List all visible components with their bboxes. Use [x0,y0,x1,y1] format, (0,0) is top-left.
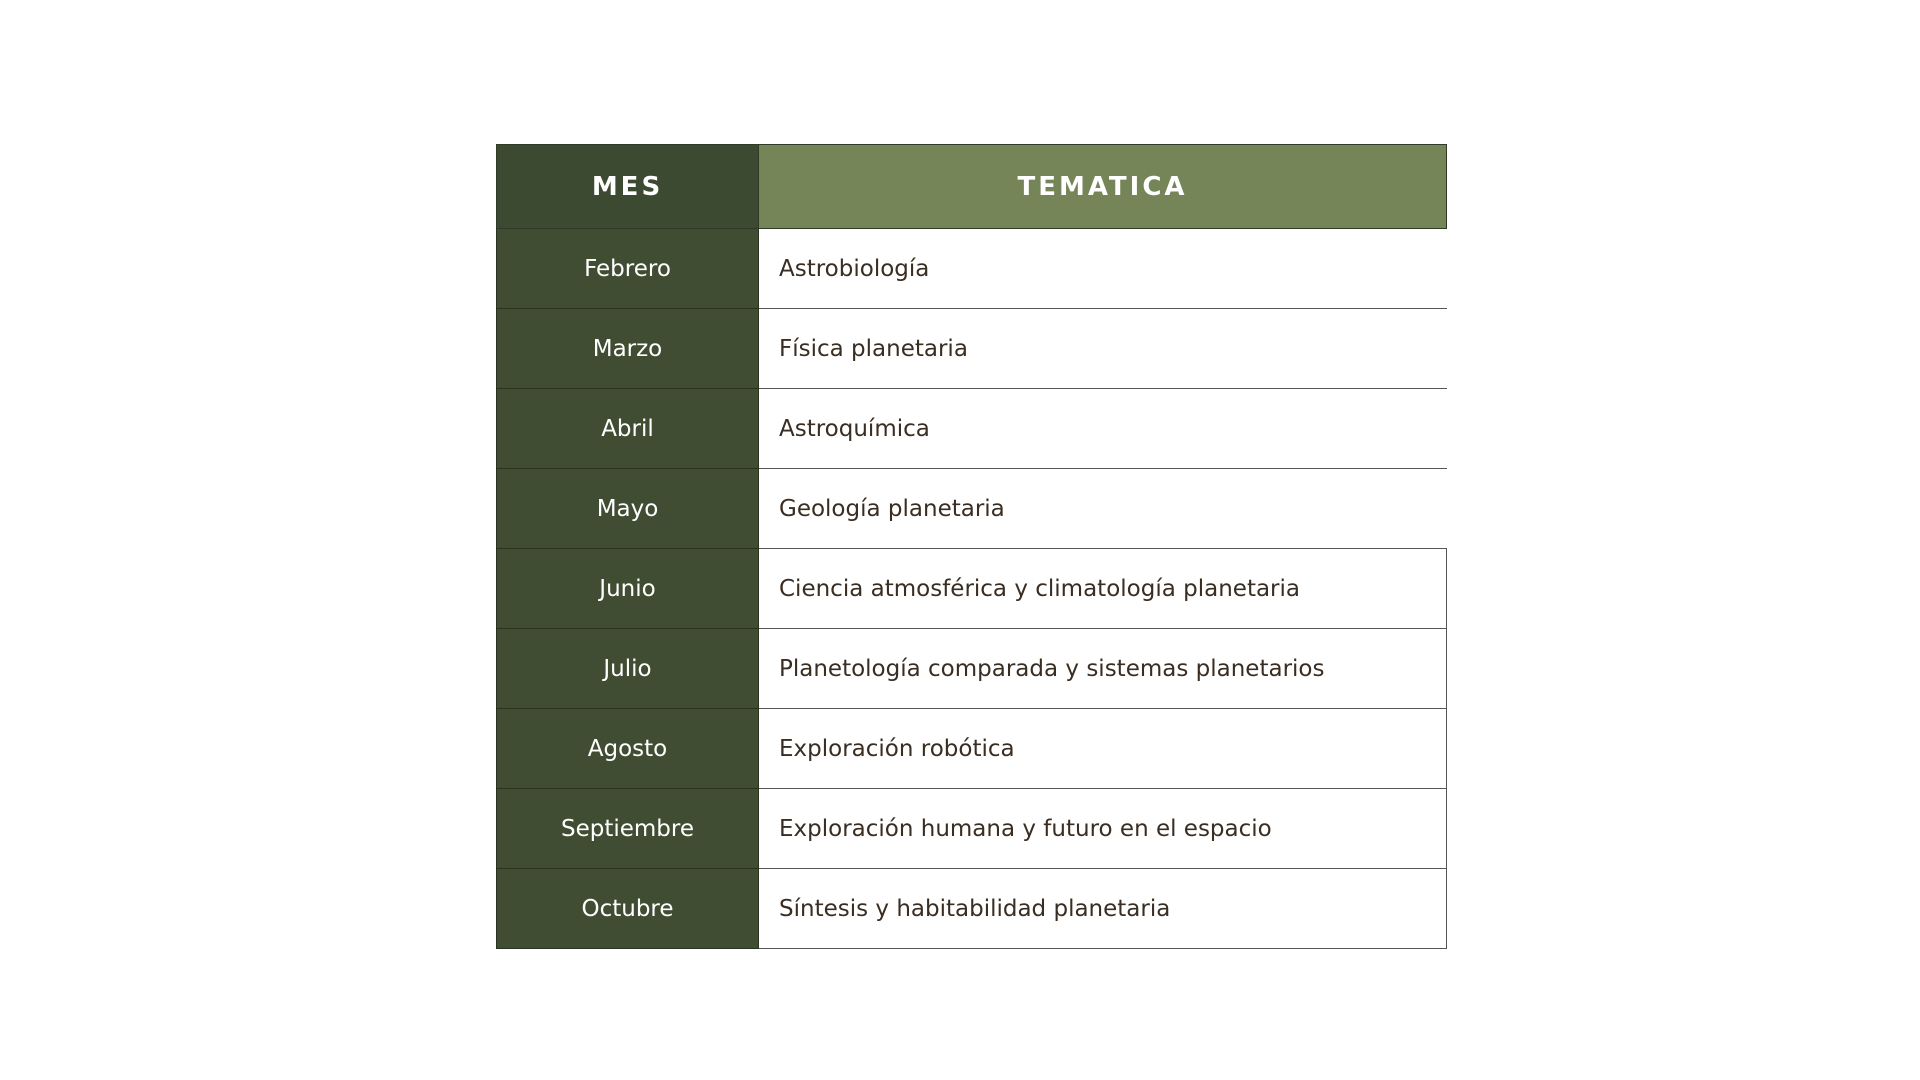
month-cell: Abril [497,389,759,469]
topic-column-header: TEMATICA [759,145,1447,229]
topic-cell: Física planetaria [759,309,1447,389]
month-cell: Octubre [497,869,759,949]
table-row [497,309,1447,389]
month-cell: Febrero [497,229,759,309]
table-row [497,789,1447,869]
table-row [497,709,1447,789]
month-cell: Agosto [497,709,759,789]
schedule-table [496,144,1447,949]
table-row [497,549,1447,629]
month-cell: Julio [497,629,759,709]
table-row [497,229,1447,309]
topic-cell: Ciencia atmosférica y climatología planetaria [759,549,1447,629]
table-row [497,389,1447,469]
topic-cell: Exploración humana y futuro en el espacio [759,789,1447,869]
month-column-header: MES [497,145,759,229]
topic-cell: Síntesis y habitabilidad planetaria [759,869,1447,949]
topic-cell: Planetología comparada y sistemas planetarios [759,629,1447,709]
topic-cell: Exploración robótica [759,709,1447,789]
month-cell: Mayo [497,469,759,549]
table-row [497,469,1447,549]
month-cell: Septiembre [497,789,759,869]
table-header-row [497,145,1447,229]
month-cell: Junio [497,549,759,629]
topic-cell: Astrobiología [759,229,1447,309]
month-cell: Marzo [497,309,759,389]
topic-cell: Geología planetaria [759,469,1447,549]
topic-cell: Astroquímica [759,389,1447,469]
table-row [497,629,1447,709]
table-row [497,869,1447,949]
